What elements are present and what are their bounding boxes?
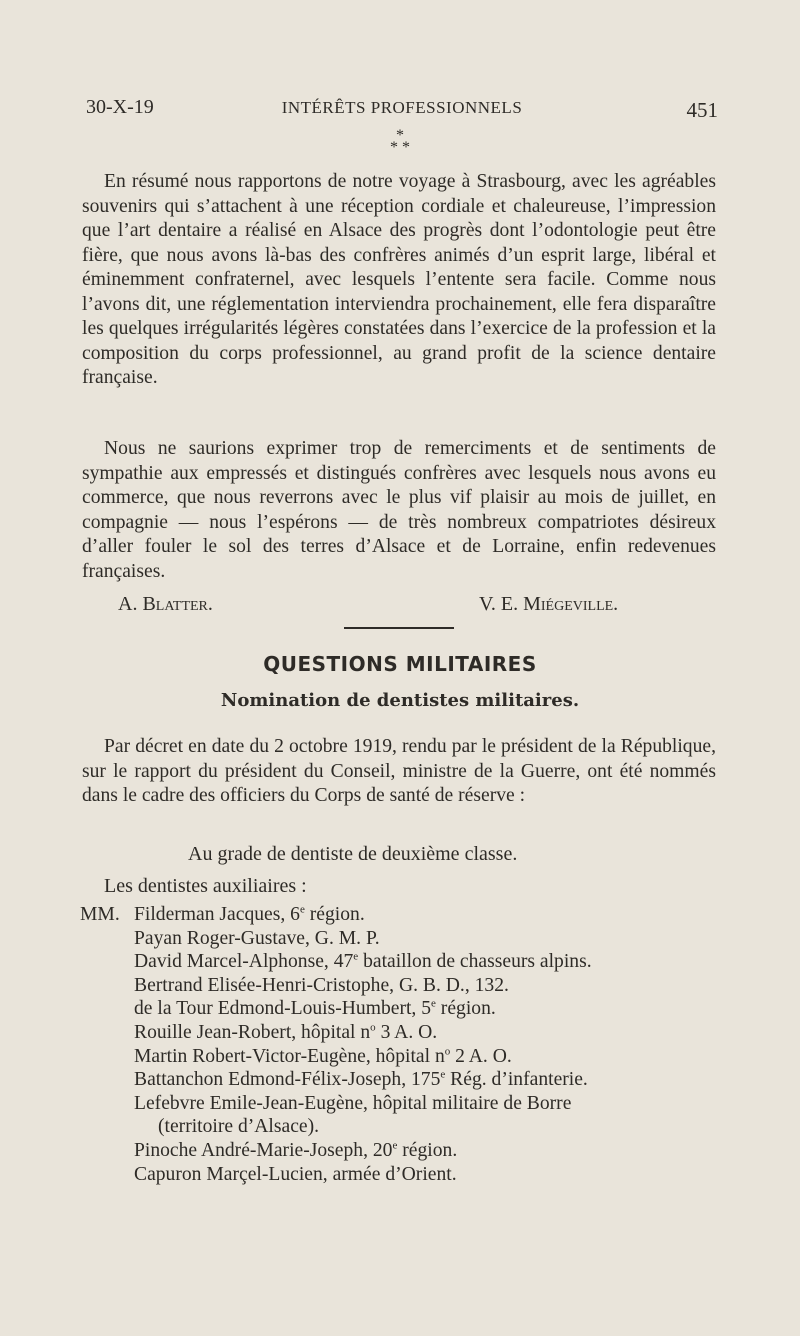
intro-line: Les dentistes auxiliaires : [104, 875, 307, 897]
list-row [80, 1045, 730, 1069]
nominee-entry: Rouille Jean-Robert, hôpital $n^o$ 3 A. O. [134, 1021, 438, 1043]
nominee-entry: de la Tour Edmond-Louis-Humbert, 5e région. [134, 997, 496, 1020]
signature-miegeville: V. E. Miégeville. [479, 593, 619, 615]
nominee-entry: Filderman Jacques, 6e région. [134, 903, 365, 925]
nominee-entry: Payan Roger-Gustave, G. M. P. [134, 927, 380, 949]
nominee-entry: David Marcel-Alphonse, 47e bataillon de chasseurs alpins. [134, 950, 592, 973]
page-number: 451 [686, 98, 718, 122]
signature-blatter: A. Blatter. [118, 593, 213, 615]
asterism [0, 127, 800, 156]
nominee-entry: Pinoche André-Marie-Joseph, 20e région. [134, 1139, 458, 1161]
list-row [80, 950, 730, 974]
list-row [80, 1163, 730, 1187]
running-header [86, 96, 718, 126]
list-row [80, 974, 730, 998]
list-row [80, 903, 730, 927]
nominee-entry: Lefebvre Emile-Jean-Eugène, hôpital militaire de Borre [134, 1092, 572, 1114]
header-title: INTÉRÊTS PROFESSIONNELS [281, 98, 523, 117]
nominee-entry: Martin Robert-Victor-Eugène, hôpital $n^o$ 2 A. O. [134, 1045, 512, 1067]
list-prefix: MM. [80, 904, 120, 925]
list-row [80, 997, 730, 1021]
nominee-entry: Bertrand Elisée-Henri-Cristophe, G. B. D., 132. [134, 974, 509, 996]
summary-paragraph [82, 170, 716, 391]
list-row [80, 927, 730, 951]
section-subtitle: Nomination de dentistes militaires. [220, 690, 580, 711]
list-row [80, 1092, 730, 1116]
decree-text: Par décret en date du 2 octobre 1919, rendu par le président de la République, sur le rapport du président du Conseil, ministre de la Guerre, ont été nommés dans le cadre des officiers du Corps de santé de réserve : [82, 736, 716, 806]
section-divider [344, 627, 454, 629]
asterism-top: * [396, 127, 404, 144]
list-row [80, 1115, 730, 1139]
grade-line: Au grade de dentiste de deuxième classe. [188, 843, 518, 865]
decree-paragraph [82, 735, 716, 809]
nominee-entry: Battanchon Edmond-Félix-Joseph, 175e Rég. d’infanterie. [134, 1068, 588, 1091]
header-date: 30-X-19 [86, 96, 154, 118]
list-row [80, 1021, 730, 1045]
asterism-bottom: * * [390, 139, 410, 156]
nominee-list [80, 903, 730, 1186]
thanks-paragraph [82, 437, 716, 584]
nominee-entry-continuation: (territoire d’Alsace). [158, 1116, 320, 1138]
thanks-text: Nous ne saurions exprimer trop de remerciments et de sentiments de sympathie aux empressés et distingués confrères avec lesquels nous avons eu commerce, que nous reverrons avec le plus vif plaisir au mois de juillet, en compagnie — nous l’espérons — de très nombreux compatriotes désireux d’aller fouler le sol des terres d’Alsace et de Lorraine, enfin redevenues françaises. [82, 438, 716, 582]
list-row [80, 1139, 730, 1163]
list-row [80, 1068, 730, 1092]
section-title: QUESTIONS MILITAIRES [263, 652, 537, 676]
nominee-entry: Capuron Marçel-Lucien, armée d’Orient. [134, 1163, 457, 1185]
summary-text: En résumé nous rapportons de notre voyage à Strasbourg, avec les agréables souvenirs qui s’attachent à une réception cordiale et chaleureuse, l’impression que l’art dentaire a réalisé en Alsace des progrès dont l’odontologie peut être fière, que nous avons là-bas des confrères animés d’un esprit large, libéral et éminemment confraternel, avec lesquels l’entente sera facile. Comme nous l’avons dit, une réglementation interviendra prochainement, elle fera disparaître les quelques irrégularités légères constatées dans l’exercice de la profession et la composition du corps professionnel, au grand profit de la science dentaire française. [82, 171, 716, 388]
